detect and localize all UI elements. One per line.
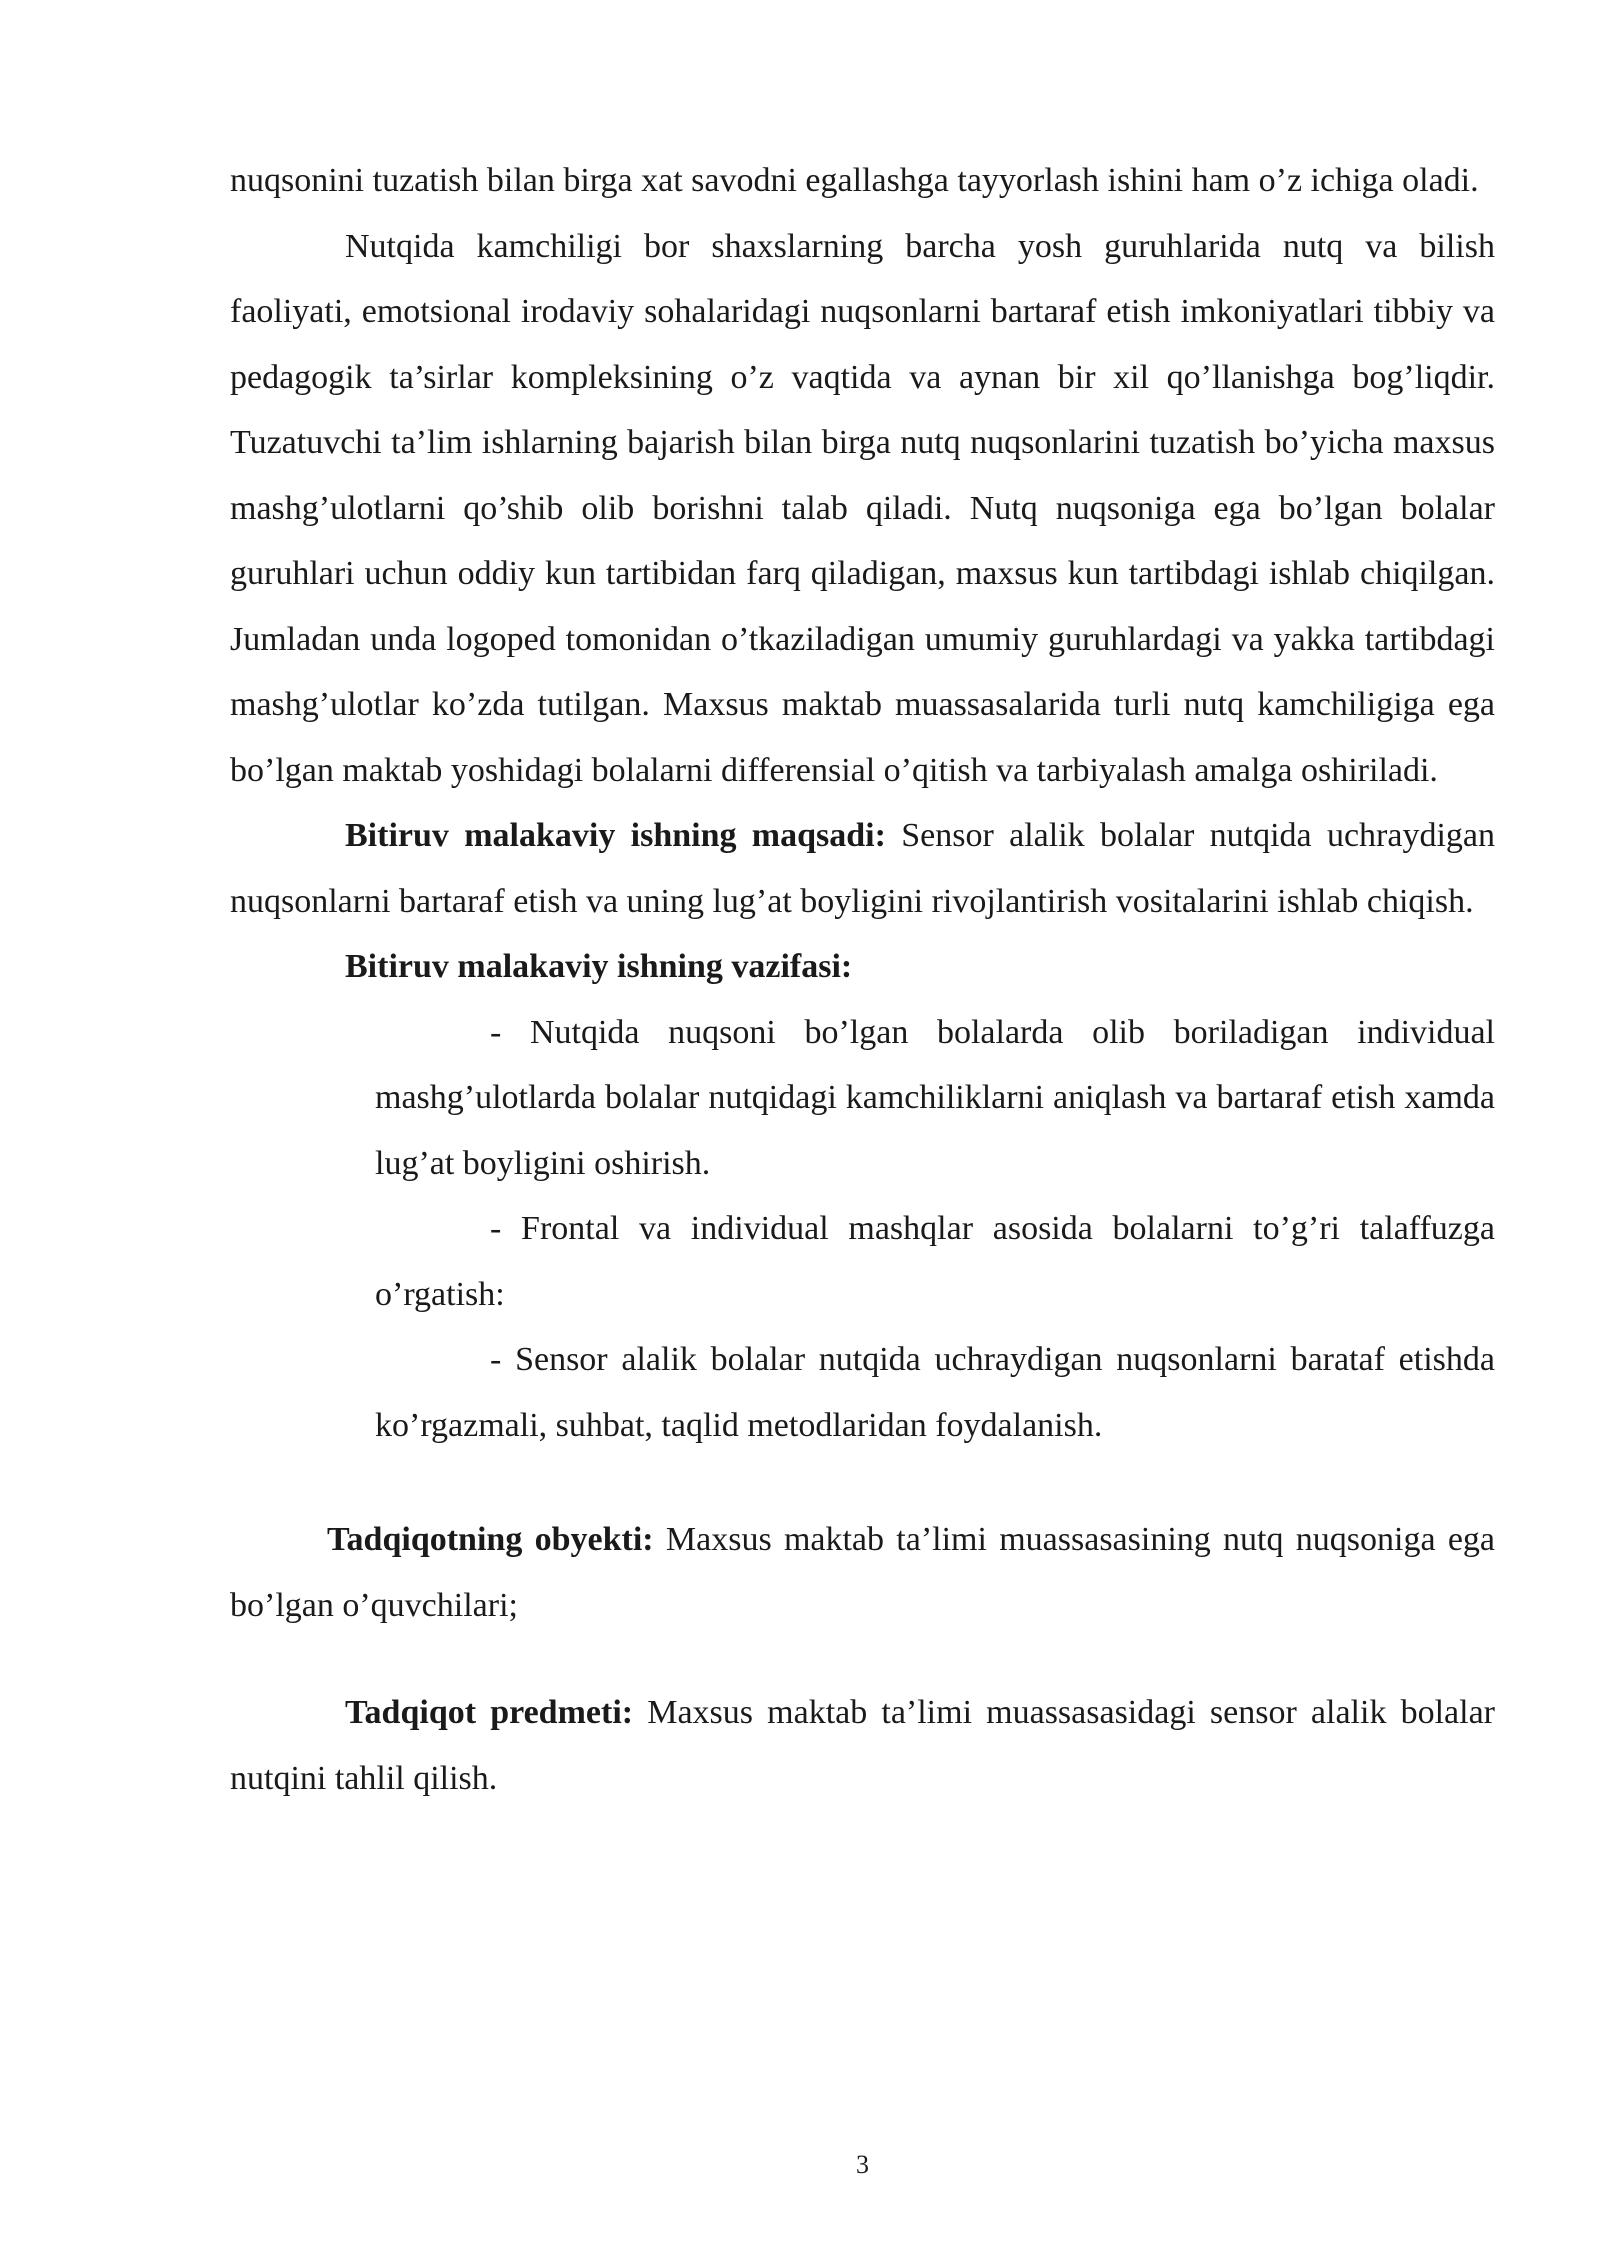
task-item: - Frontal va individual mashqlar asosida bolalarni to’g’ri talaffuzga o’rgatish: xyxy=(375,1210,1495,1313)
page-number: 3 xyxy=(856,2150,869,2179)
object-text: Maxsus maktab ta’limi muassasasining nutq nuqsoniga ega bo’lgan o’quvchilari; xyxy=(230,1521,1496,1624)
task-item: - Sensor alalik bolalar nutqida uchraydigan nuqsonlarni barataf etishda ko’rgazmali, suhbat, taqlid metodlaridan foydalanish. xyxy=(375,1341,1495,1444)
paragraph-main: Nutqida kamchiligi bor shaxslarning barcha yosh guruhlarida nutq va bilish faoliyati, emotsional irodaviy sohalaridagi nuqsonlarni bartaraf etish imkoniyatlari tibbiy va pedagogik ta’sirlar kompleksining o’z vaqtida va aynan bir xil qo’llanishga bog’liqdir. Tuzatuvchi ta’lim ishlarning bajarish bilan birga nutq nuqsonlarini tuzatish bo’yicha maxsus mashg’ulotlarni qo’shib olib borishni talab qiladi. Nutq nuqsoniga ega bo’lgan bolalar guruhlari uchun oddiy kun tartibidan farq qiladigan, maxsus kun tartibdagi ishlab chiqilgan. Jumladan unda logoped tomonidan o’tkaziladigan umumiy guruhlardagi va yakka tartibdagi mashg’ulotlar ko’zda tutilgan. Maxsus maktab muassasalarida turli nutq kamchiligiga ega bo’lgan maktab yoshidagi bolalarni differensial o’qitish va tarbiyalash amalga oshiriladi. xyxy=(230,227,1495,789)
paragraph-intro: nuqsonini tuzatish bilan birga xat savodni egallashga tayyorlash ishini ham o’z ichiga oladi. xyxy=(230,162,1479,199)
subject-label: Tadqiqot predmeti: xyxy=(345,1694,634,1731)
subject-paragraph xyxy=(230,1680,1495,1811)
task-item: - Nutqida nuqsoni bo’lgan bolalarda olib boriladigan individual mashg’ulotlarda bolalar nutqidagi kamchiliklarni aniqlash va bartaraf etish xamda lug’at boyligini oshirish. xyxy=(375,1013,1495,1182)
object-label: Tadqiqotning obyekti: xyxy=(327,1521,654,1558)
subject-text: Maxsus maktab ta’limi muassasasidagi sensor alalik bolalar nutqini tahlil qilish. xyxy=(230,1694,1495,1797)
goal-label: Bitiruv malakaviy ishning maqsadi: xyxy=(345,817,886,854)
goal-text: Sensor alalik bolalar nutqida uchraydigan nuqsonlarni bartaraf etish va uning lug’at boyligini rivojlantirish vositalarini ishlab chiqish. xyxy=(230,817,1496,920)
tasks-heading: Bitiruv malakaviy ishning vazifasi: xyxy=(345,948,853,985)
document-body xyxy=(230,148,1495,1811)
object-paragraph xyxy=(230,1507,1495,1638)
goal-paragraph xyxy=(230,803,1495,934)
